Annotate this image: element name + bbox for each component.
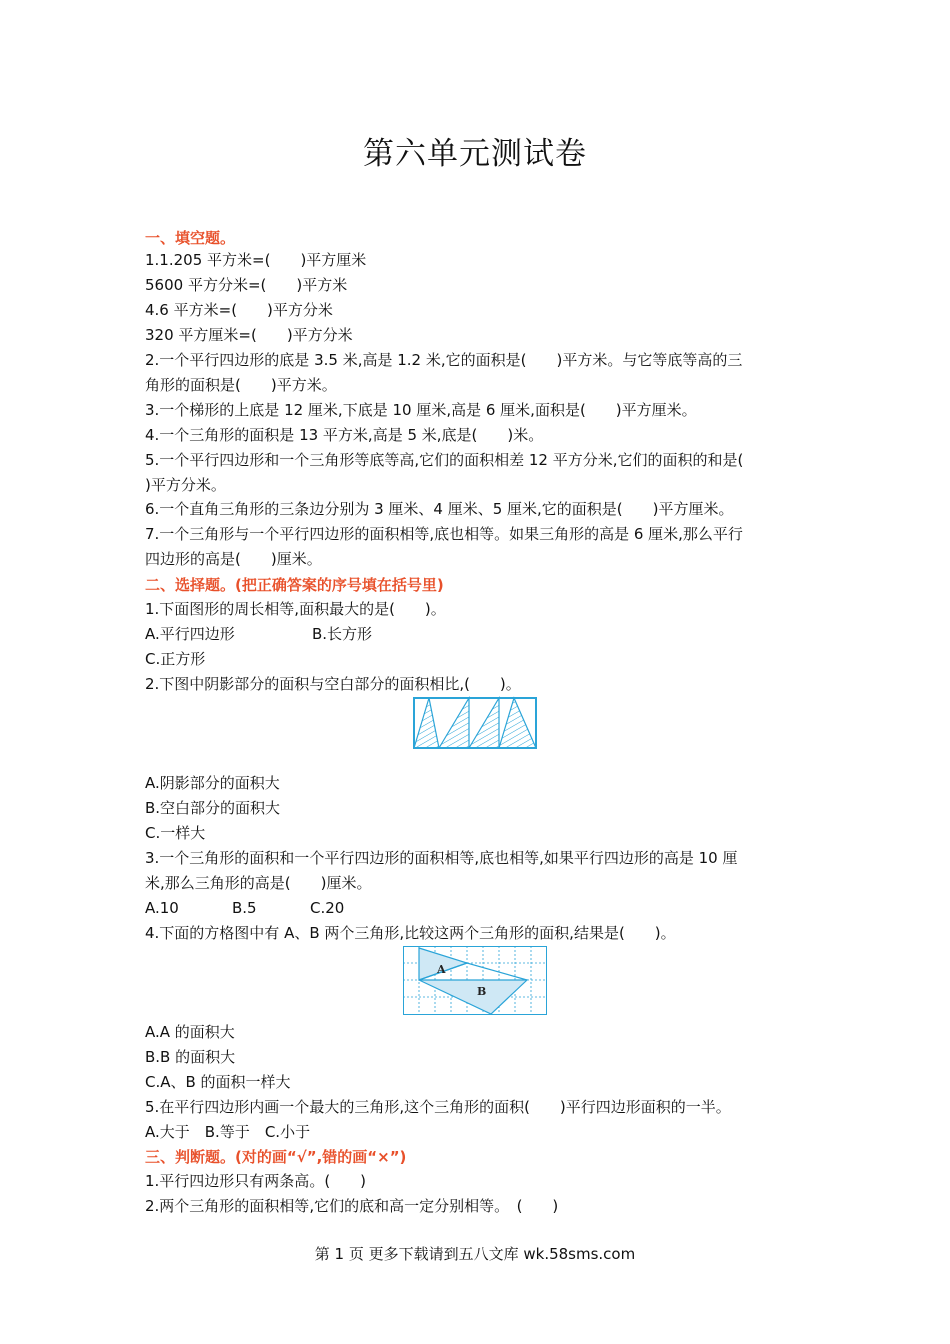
option-b: B.B 的面积大 [145, 1048, 236, 1066]
shaded-rectangle-figure [413, 697, 537, 749]
option-a: A.A 的面积大 [145, 1023, 235, 1041]
question-line: 2.两个三角形的面积相等,它们的底和高一定分别相等。 ( ) [145, 1197, 559, 1215]
question-line: 角形的面积是( )平方米。 [145, 376, 337, 394]
question-line: 5600 平方分米=( )平方米 [145, 276, 348, 294]
section-heading-judge: 三、判断题。(对的画“√”,错的画“×”) [145, 1148, 407, 1166]
page-footer: 第 1 页 更多下载请到五八文库 wk.58sms.com [314, 1245, 636, 1263]
question-line: 5.一个平行四边形和一个三角形等底等高,它们的面积相差 12 平方分米,它们的面积的和是( [145, 451, 744, 469]
page-title: 第六单元测试卷 [363, 136, 587, 172]
question-line: 2.一个平行四边形的底是 3.5 米,高是 1.2 米,它的面积是( )平方米。与它等底等高的三 [145, 351, 743, 369]
option-b: B.5 [232, 899, 257, 917]
option-a: A.阴影部分的面积大 [145, 774, 280, 792]
question-line: 四边形的高是( )厘米。 [145, 550, 322, 568]
question-stem: 1.下面图形的周长相等,面积最大的是( )。 [145, 600, 446, 618]
option-c: C.正方形 [145, 650, 206, 668]
option-a: A.10 [145, 899, 179, 917]
option-b: B.空白部分的面积大 [145, 799, 281, 817]
option-b: B.长方形 [312, 625, 373, 643]
question-line: 320 平方厘米=( )平方分米 [145, 326, 353, 344]
shaded-triangle [469, 698, 499, 748]
grid-triangles-figure [403, 946, 548, 1016]
option-a: A.平行四边形 [145, 625, 235, 643]
triangle-a-label: A [437, 963, 446, 976]
question-line: 6.一个直角三角形的三条边分别为 3 厘米、4 厘米、5 厘米,它的面积是( )平方厘米。 [145, 500, 734, 518]
question-line: 3.一个梯形的上底是 12 厘米,下底是 10 厘米,高是 6 厘米,面积是( )平方厘米。 [145, 401, 697, 419]
question-stem: 4.下面的方格图中有 A、B 两个三角形,比较这两个三角形的面积,结果是( )。 [145, 924, 676, 942]
option-c: C.一样大 [145, 824, 206, 842]
section-heading-fill-blank: 一、填空题。 [145, 229, 236, 247]
shaded-triangle [414, 698, 439, 748]
shaded-triangle [499, 698, 536, 748]
section-heading-choice: 二、选择题。(把正确答案的序号填在括号里) [145, 576, 444, 594]
question-stem: 3.一个三角形的面积和一个平行四边形的面积相等,底也相等,如果平行四边形的高是 10 厘 [145, 849, 738, 867]
question-line: 1.1.205 平方米=( )平方厘米 [145, 251, 367, 269]
question-line: 7.一个三角形与一个平行四边形的面积相等,底也相等。如果三角形的高是 6 厘米,那么平行 [145, 525, 743, 543]
option-c: C.20 [310, 899, 345, 917]
question-line: )平方分米。 [145, 476, 226, 494]
question-stem: 2.下图中阴影部分的面积与空白部分的面积相比,( )。 [145, 675, 521, 693]
options-line: A.大于 B.等于 C.小于 [145, 1123, 311, 1141]
question-stem: 5.在平行四边形内画一个最大的三角形,这个三角形的面积( )平行四边形面积的一半。 [145, 1098, 731, 1116]
option-c: C.A、B 的面积一样大 [145, 1073, 291, 1091]
question-stem: 米,那么三角形的高是( )厘米。 [145, 874, 372, 892]
triangle-b-label: B [477, 985, 487, 998]
shaded-triangle [439, 698, 469, 748]
question-line: 1.平行四边形只有两条高。( ) [145, 1172, 367, 1190]
question-line: 4.6 平方米=( )平方分米 [145, 301, 333, 319]
question-line: 4.一个三角形的面积是 13 平方米,高是 5 米,底是( )米。 [145, 426, 544, 444]
